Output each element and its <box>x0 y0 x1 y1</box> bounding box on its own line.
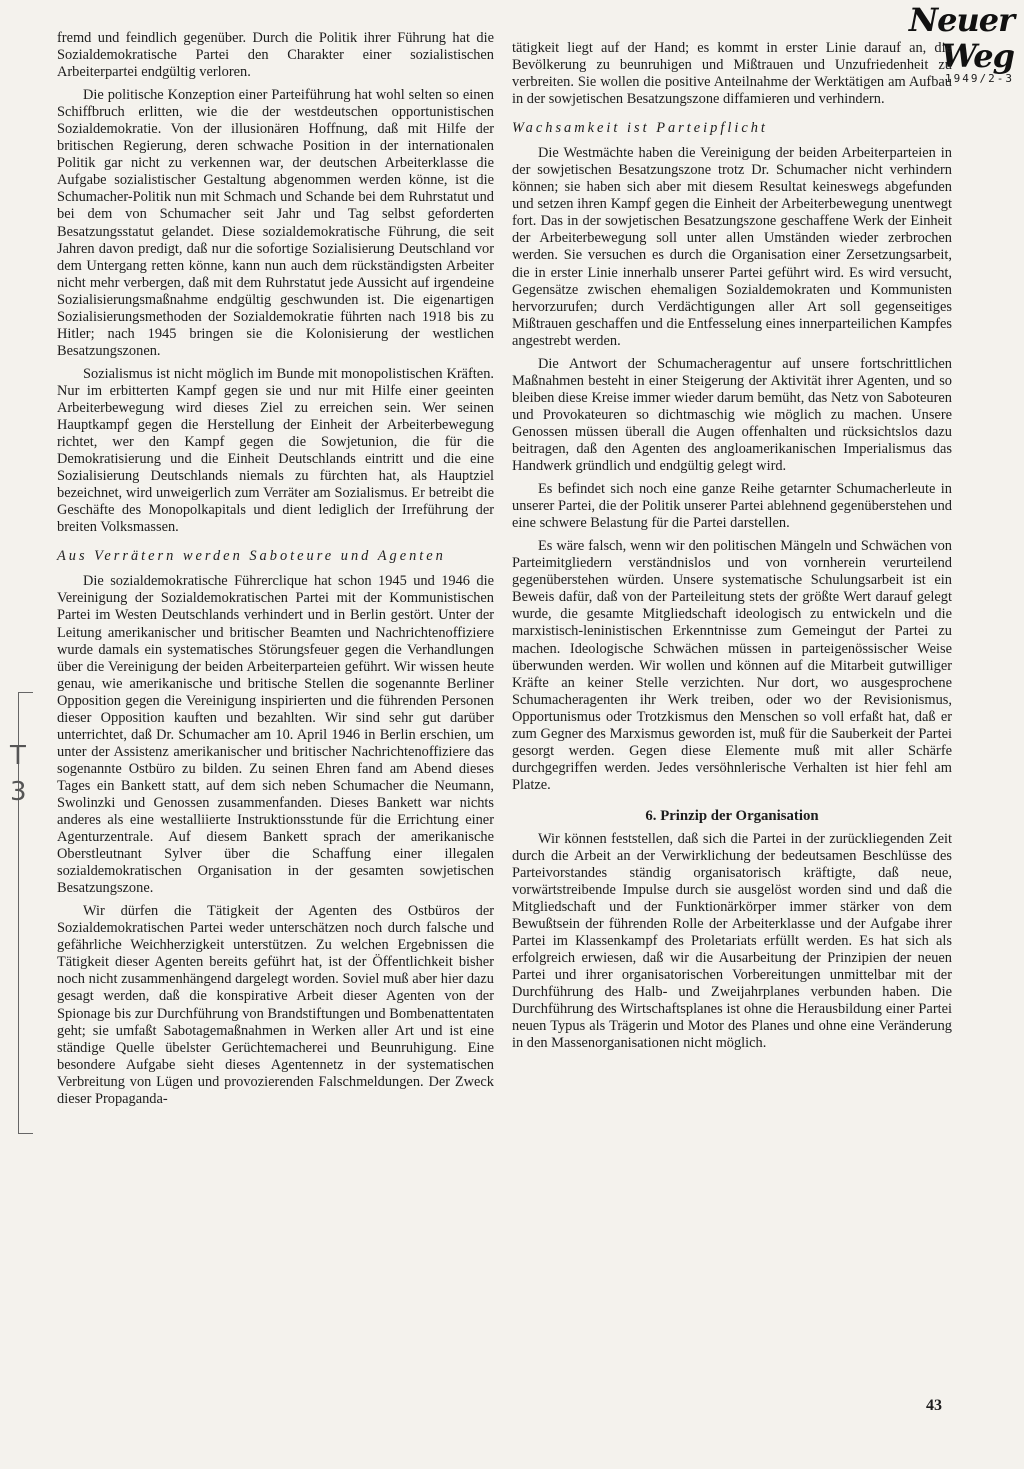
paragraph: Wir können feststellen, daß sich die Partei in der zurückliegenden Zeit durch die Arbeit an der Verwirklichung der bedeutsamen Beschlüsse des Parteivorstandes ständig organisatorisch kräftigte, daß neue, vorwärtstreibende Impulse durch sie ausgelöst worden sind und daß die Mitgliedschaft und der Funktionärkörper immer stärker von dem Bewußtsein der führenden Rolle der Arbeiterklasse und der Aufgabe ihrer Partei im Klassenkampf des Proletariats erfüllt werden. Es hat sich als erfolgreich erwiesen, daß wir die Ausarbeitung der Prinzipien der neuen Partei und ihrer organisatorischen Vorbereitungen unmittelbar mit der Durchführung des Halb- und Zweijahrplanes verbunden haben. Die Durchführung des Wirtschaftsplanes ist ohne die Herausbildung einer Partei neuen Typus als Trägerin und Motor des Planes und ohne eine Veränderung in den Massenorganisationen nicht möglich. <box>512 830 952 1052</box>
paragraph: Wir dürfen die Tätigkeit der Agenten des Ostbüros der Sozialdemokratischen Partei weder unterschätzen noch durch falsche und gefährliche Weichherzigkeit unterstützen. Zu welchen Ergebnissen die Tätigkeit dieser Agenten bereits geführt hat, ist der Öffentlichkeit bisher noch nicht zusammenhängend dargelegt worden. Soviel muß aber hier dazu gesagt werden, daß die konspirative Arbeit dieser Agenten von der Spionage bis zur Durchführung von Brandstiftungen und Bombenattentaten geht; sie umfaßt Sabotagemaßnahmen in Werken aller Art und ist eine ständige Quelle übelster Gerüchtemacherei und Beunruhigung. Eine besondere Aufgabe sieht dieses Agentennetz in der systematischen Verbreitung von Lügen und provozierenden Falschmeldungen. Der Zweck dieser Propaganda- <box>57 903 494 1107</box>
paragraph: fremd und feindlich gegenüber. Durch die Politik ihrer Führung hat die Sozialdemokratische Partei den Charakter einer sozialistischen Arbeiterpartei endgültig verloren. <box>57 30 494 81</box>
margin-note: T <box>10 741 26 771</box>
section-heading: 6. Prinzip der Organisation <box>645 807 819 824</box>
section-heading: Aus Verrätern werden Saboteure und Agenten <box>57 548 446 565</box>
issue-number: 1949/2-3 <box>945 72 1014 85</box>
paragraph: Die politische Konzeption einer Parteiführung hat wohl selten so einen Schiffbruch erlitten, wie die der westdeutschen opportunistischen Sozialdemokratie. Von der illusionären Hoffnung, daß mit Hilfe der britischen Regierung, deren schwache Position in der internationalen Politik gar nicht zu verkennen war, der deutschen Arbeiterklasse die Aufgabe sozialistischer Gestaltung abgenommen werden könne, ist die Schumacher-Politik nun mit Schmach und Schande bei dem Ruhrstatut und bei dem von Schumacher seit Jahr und Tag selbst geforderten Besatzungsstatut gelandet. Diese sozialdemokratische Führung, die seit Jahren davon predigt, daß nur die sofortige Sozialisierung Deutschland vor dem Untergang retten könne, kann nun auch dem rückständigsten Arbeiter nicht mehr verbergen, daß mit dem Ruhrstatut jede Aussicht auf irgendeine Sozialisierungsmaßnahme endgültig geschwunden ist. Die eigenartigen Sozialisierungsmethoden der Sozialdemokratie führten nach 1918 bis zu Hitler; nach 1945 bringen sie die Kolonisierung der westlichen Besatzungszonen. <box>57 87 494 359</box>
left-column <box>57 30 494 1114</box>
page-number: 43 <box>926 1397 942 1414</box>
paragraph: Die sozialdemokratische Führerclique hat schon 1945 und 1946 die Vereinigung der Sozialdemokratischen Partei mit der Kommunistischen Partei im Westen Deutschlands verhindert und in Berlin gestört. Unter der Leitung amerikanischer und britischer Beamten und Nachrichtenoffiziere wurde damals ein systematisches Störungsfeuer gegen die Verhandlungen über die Vereinigung der beiden Arbeiterparteien geführt. Wir wissen heute genau, wie amerikanische und britische Stellen die sogenannte Berliner Opposition gegen die Vereinigung inspirierten und die führenden Personen dieser Opposition kauften und bezahlten. Wir sind sehr gut darüber unterrichtet, daß Dr. Schumacher am 10. April 1946 in Berlin erschien, um unter der Assistenz amerikanischer und britischer Nachrichtenoffiziere das sogenannte Ostbüro zu bilden. Zu seinen Ehren fand am Abend dieses Tages ein Bankett statt, auf dem sich neben Schumacher die Neumann, Swolinzki und Genossen zusammenfanden. Dieses Bankett war nichts anderes als eine westalliierte Instruktionsstunde für die Errichtung einer Agenturzentrale. Auf diesem Bankett sprach der amerikanische Oberstleutnant Sylver über die Schaffung einer illegalen sozialdemokratischen Organisation in der gesamten sowjetischen Besatzungszone. <box>57 573 494 897</box>
margin-note: 3 <box>10 777 27 807</box>
paragraph: Sozialismus ist nicht möglich im Bunde mit monopolistischen Kräften. Nur im erbitterten Kampf gegen sie und nur mit Hilfe einer geeinten Arbeiterbewegung wird dieses Ziel zu erreichen sein. Wer seinen Hauptkampf gegen die Herstellung der Einheit der Arbeiterbewegung richtet, wer den Kampf gegen die Sowjetunion, die für die Demokratisierung und die Einheit Deutschlands eintritt und die eine Sozialisierung Deutschlands niemals zu fürchten hat, als Hauptziel bezeichnet, wird unweigerlich zum Verräter am Sozialismus. Er betreibt die Geschäfte des Monopolkapitals und dient lediglich der Irreführung der breiten Volksmassen. <box>57 365 494 536</box>
paragraph: Die Antwort der Schumacheragentur auf unsere fortschrittlichen Maßnahmen besteht in einer Steigerung der Aktivität ihrer Agenten, und so bleiben diese Kreise immer wieder darum bemüht, das Netz von Saboteuren und Provokateuren so dichtmaschig wie möglich zu machen. Unsere Genossen müssen überall die Augen offenhalten und rücksichtslos dazu beitragen, daß den Agenten des angloamerikanischen Imperialismus das Handwerk gründlich und endgültig gelegt wird. <box>512 355 952 475</box>
right-column <box>512 40 952 1059</box>
section-heading: Wachsamkeit ist Parteipflicht <box>512 120 768 137</box>
paragraph: Die Westmächte haben die Vereinigung der beiden Arbeiterparteien in der sowjetischen Besatzungszone trotz Dr. Schumacher nicht verhindern können; sie haben sich aber mit diesem Resultat keineswegs abgefunden und setzen ihren Kampf gegen die Einheit der Arbeiterbewegung unentwegt fort. Das in der sowjetischen Besatzungszone geschaffene Werk der Einheit der Arbeiterbewegung soll unter allen Umständen wieder zerbrochen werden. Sie versuchen es durch die Organisation einer Zersetzungsarbeit, die in erster Linie innerhalb unserer Partei geführt wird. Es wird versucht, Gegensätze zwischen ehemaligen Sozialdemokraten und Kommunisten hervorzurufen; durch Verdächtigungen aller Art soll gegenseitiges Mißtrauen geschaffen und die Entfesselung eines innerparteilichen Kampfes angestrebt werden. <box>512 145 952 349</box>
paragraph: Es befindet sich noch eine ganze Reihe getarnter Schumacherleute in unserer Partei, die der Politik unserer Partei ablehnend gegenüberstehen und eine schwere Belastung für die Partei darstellen. <box>512 481 952 532</box>
paragraph: Es wäre falsch, wenn wir den politischen Mängeln und Schwächen von Parteimitgliedern verständnislos und von vornherein verurteilend gegenüberstehen würden. Unsere systematische Schulungsarbeit ist ein Beweis dafür, daß von der Parteileitung stets der größte Wert darauf gelegt wurde, die gesamte Mitgliedschaft ideologisch zu entwickeln und die marxistisch-leninistischen Erkenntnisse zum Gemeingut der Partei zu machen. Ideologische Schwächen müssen in parteigenössischer Weise überwunden werden. Wir wollen und können auf die Mitarbeit gutwilliger Kräfte an keiner Stelle verzichten. Nur dort, wo ausgesprochene Schumacheragenten ihr Werk treiben, oder wo der Revisionismus, Opportunismus oder Trotzkismus den Menschen so voll erfaßt hat, daß er zum Gegner des Marxismus geworden ist, muß für die Sauberkeit der Partei gesorgt werden. Gegen diese Elemente muß mit aller Schärfe durchgegriffen werden. Jedes versöhnlerische Verhalten ist hier fehl am Platze. <box>512 538 952 793</box>
margin-notes <box>10 690 44 810</box>
paragraph: tätigkeit liegt auf der Hand; es kommt in erster Linie darauf an, die Bevölkerung zu beunruhigen und Mißtrauen und Unzufriedenheit zu verbreiten. Sie wollen die positive Anteilnahme der Werktätigen am Aufbau in der sowjetischen Besatzungszone diffamieren und verhindern. <box>512 40 952 108</box>
journal-logo: Neuer Weg <box>908 1 1014 75</box>
